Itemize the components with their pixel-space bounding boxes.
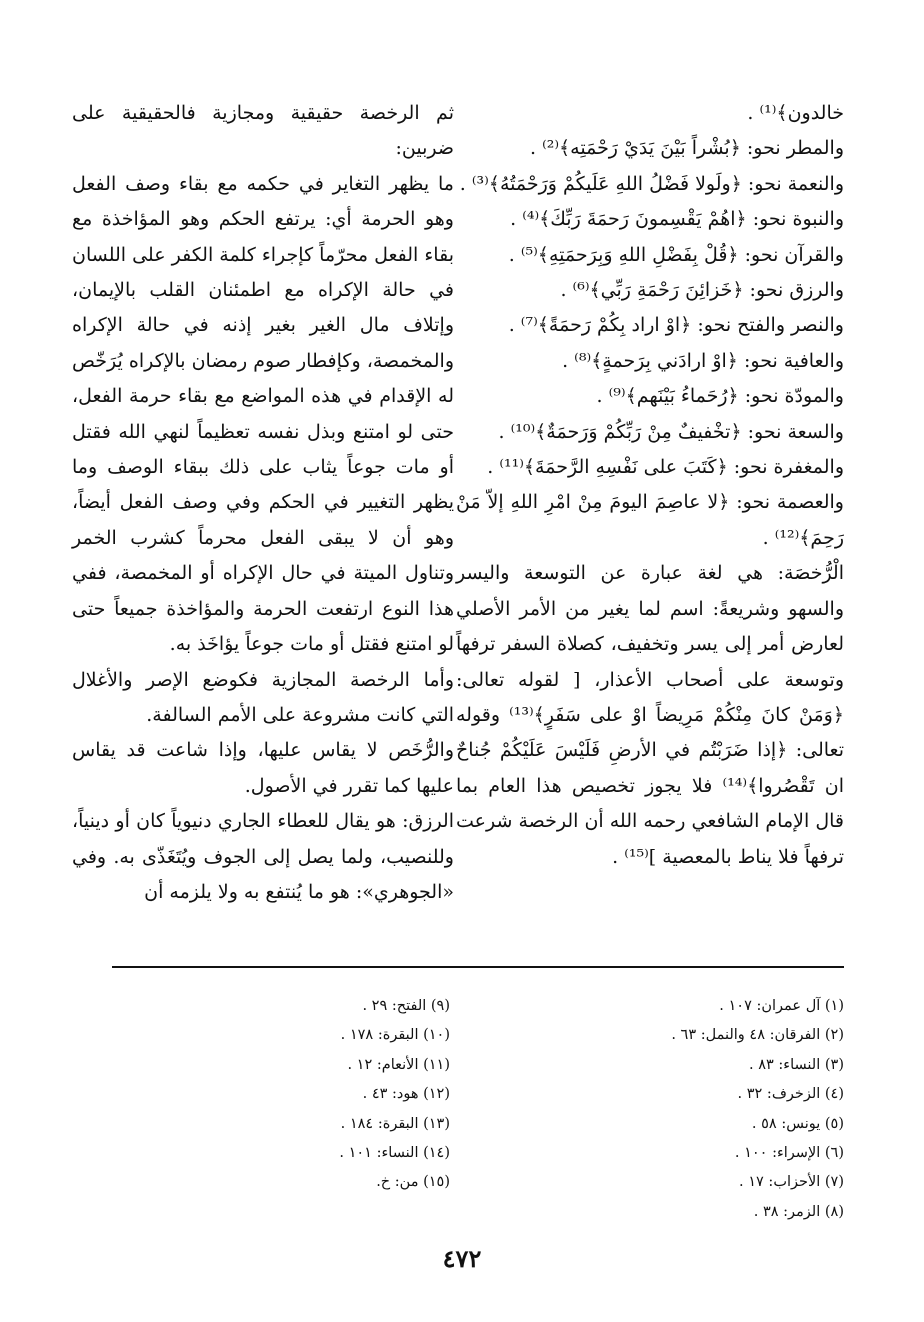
footnote: (١٥) من: خ. [376,1174,450,1191]
paragraph: خالدون﴾⁽¹⁾ . [747,102,844,124]
paragraph: والمغفرة نحو: ﴿كَتَبَ على نَفْسِهِ الرَّحمَةَ﴾⁽¹¹⁾ . [487,456,844,479]
footnotes-right [514,992,844,1227]
footnote: (١٠) البقرة: ١٧٨ . [340,1027,450,1044]
paragraph: والنعمة نحو: ﴿ولَولا فَضْلُ اللهِ عَلَيكُمْ وَرَحْمَتُهُ﴾⁽³⁾ . [459,172,844,195]
footnote: (٩) الفتح: ٢٩ . [362,998,450,1014]
paragraph: ثم الرخصة حقيقية ومجازية فالحقيقية على ضربين: [72,102,454,160]
footnote: (٢) الفرقان: ٤٨ والنمل: ٦٣ . [671,1027,844,1044]
paragraph: والرُّخَص لا يقاس عليها، وإذا شاعت قد يقاس عليها كما تقرر في الأصول. [72,739,454,797]
paragraph: والمطر نحو: ﴿بُشْراً بَيْنَ يَدَيْ رَحْمَتِه﴾⁽²⁾ . [529,137,844,160]
paragraph: والعافية نحو: ﴿اوْ ارادَني بِرَحمةٍ﴾⁽⁸⁾ . [562,349,844,372]
footnote: (١٢) هود: ٤٣ . [362,1086,450,1103]
footnote: (٧) الأحزاب: ١٧ . [739,1174,844,1191]
footnote-divider [112,966,844,968]
right-text-column [456,96,844,875]
footnote: (٤) الزخرف: ٣٢ . [737,1086,844,1103]
paragraph: وأما الرخصة المجازية فكوضع الإصر والأغلال التي كانت مشروعة على الأمم السالفة. [72,668,454,726]
left-text-column [72,96,454,910]
paragraph: والسعة نحو: ﴿تخْفيفٌ مِنْ رَبِّكُمْ وَرَحمَةٌ﴾⁽¹⁰⁾ . [498,420,844,443]
footnote: (١٤) النساء: ١٠١ . [339,1145,450,1162]
footnotes-left [150,992,450,1198]
paragraph: والمودّة نحو: ﴿رُحَماءُ بَيْنَهم﴾⁽⁹⁾ . [596,385,844,408]
paragraph: والرزق نحو: ﴿خَزائِنَ رَحْمَةِ رَبِّي﴾⁽⁶⁾ . [560,279,844,302]
paragraph: والنبوة نحو: ﴿اهُمْ يَقْسِمونَ رَحمَةَ رَبِّكَ﴾⁽⁴⁾ . [510,208,844,231]
footnote: (٣) النساء: ٨٣ . [748,1056,844,1073]
paragraph: ما يظهر التغاير في حكمه مع بقاء وصف الفعل وهو الحرمة أي: يرتفع الحكم وهو المؤاخذة مع بقاء الفعل محرّماً كإجراء كلمة الكفر على اللسان في حالة الإكراه مع اطمئنان القلب بالإيمان، وإتلاف مال الغير بغير إذنه في حالة الإكراه والمخمصة، وكإفطار صوم رمضان بالإكراه يُرَخّص له الإقدام في هذه المواضع مع بقاء حرمة الفعل، حتى لو امتنع وبذل نفسه تعظيماً لنهي الله فقتل أو مات جوعاً يثاب على ذلك ببقاء الوصف وما يظهر التغيير في الحكم وفي وصف الفعل أيضاً، وهو أن لا يبقى الفعل محرماً كشرب الخمر وتناول الميتة في حال الإكراه أو المخمصة، ففي هذا النوع ارتفعت الحرمة والمؤاخذة جميعاً حتى لو امتنع فقتل أو مات جوعاً يؤاخَذ به. [72,172,454,656]
paragraph: الرزق: هو يقال للعطاء الجاري دنيوياً كان أو دينياً، وللنصيب، ولما يصل إلى الجوف ويُتَغَذّى به. وفي «الجوهري»: هو ما يُنتفع به ولا يلزمه أن [72,810,454,903]
paragraph: الْرُّخصَة: هي لغة عبارة عن التوسعة واليسر والسهو وشريعةً: اسم لما يغير من الأمر الأصلي لعارض أمر إلى يسر وتخفيف، كصلاة السفر ترفهاً وتوسعة على أصحاب الأعذار، [ لقوله تعالى: ﴿وَمَنْ كانَ مِنْكُمْ مَرِيضاً اوْ على سَفَرٍ﴾⁽¹³⁾ وقوله تعالى: ﴿إذا ضَرَبْتُم في الأرضِ فَلَيْسَ عَلَيْكُمْ جُناحٌ ان تَقْصُروا﴾⁽¹⁴⁾ فلا يجوز تخصيص هذا العام بما قال الإمام الشافعي رحمه الله أن الرخصة شرعت ترفهاً فلا يناط بالمعصية ]⁽¹⁵⁾ . [456,562,844,868]
footnote: (١) آل عمران: ١٠٧ . [719,998,844,1014]
paragraph: والنصر والفتح نحو: ﴿اوْ اراد بِكُمْ رَحمَةً﴾⁽⁷⁾ . [508,314,844,337]
paragraph: والقرآن نحو: ﴿قُلْ بِفَضْلِ اللهِ وَبِرَحمَتِهِ﴾⁽⁵⁾ . [508,243,844,266]
page-number: ٤٧٢ [442,1244,482,1273]
footnote: (٨) الزمر: ٣٨ . [753,1203,844,1220]
paragraph: والعصمة نحو: ﴿لا عاصِمَ اليومَ مِنْ امْرِ اللهِ إلاّ مَنْ رَحِمَ﴾⁽¹²⁾ . [456,491,844,549]
footnote: (٦) الإسراء: ١٠٠ . [734,1145,844,1162]
footnote: (٥) يونس: ٥٨ . [751,1115,844,1132]
footnote: (١٣) البقرة: ١٨٤ . [340,1115,450,1132]
footnote: (١١) الأنعام: ١٢ . [347,1056,450,1073]
